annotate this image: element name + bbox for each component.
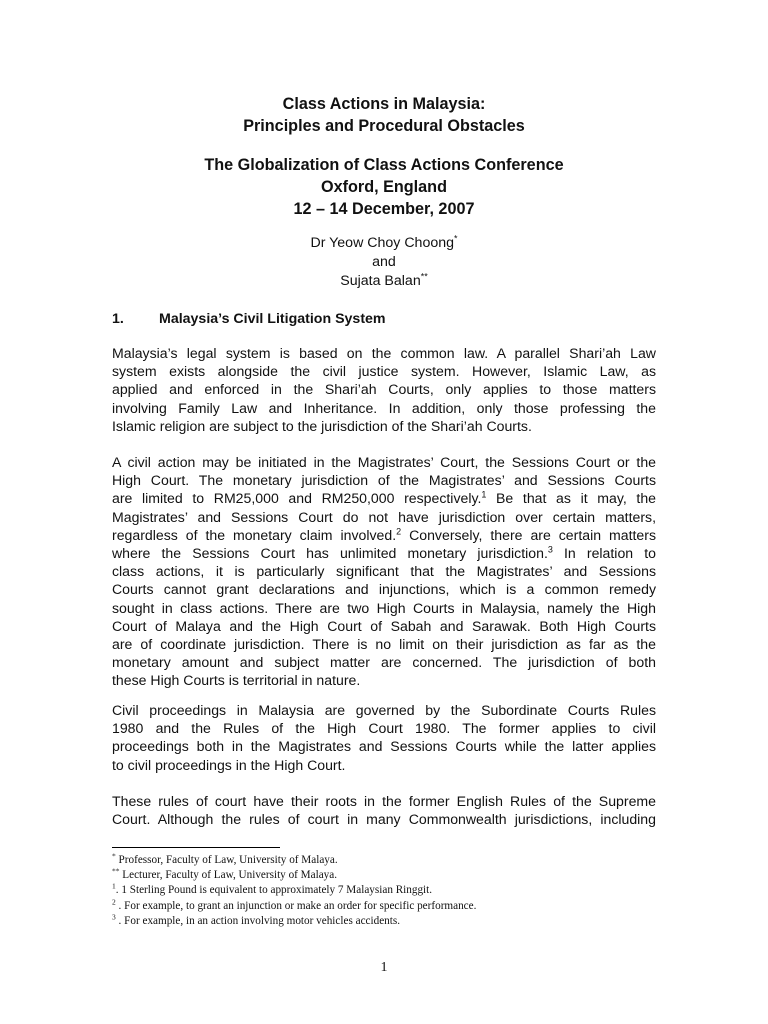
line-text: are limited to RM25,000 and RM250,000 respectively. [112,490,482,507]
paragraph-line: A civil action may be initiated in the Magistrates’ Court, the Sessions Court or the [112,454,656,470]
paragraph-line: Court. Although the rules of court in many Commonwealth jurisdictions, including [112,811,656,828]
footnote-text: . For example, to grant an injunction or make an order for specific performance. [115,899,477,912]
paragraph-line: class actions, it is particularly significant that the Magistrates’ and Sessions [112,563,656,580]
line-text: where the Sessions Court has unlimited monetary jurisdiction. [112,545,548,562]
footnote-item [112,896,656,914]
author-2-name: Sujata Balan [340,273,421,289]
paragraph-3 [112,701,656,774]
section-number: 1. [112,311,124,327]
paragraph-1 [112,344,656,435]
author-block [112,234,656,291]
footnote-text: Lecturer, Faculty of Law, University of Malaya. [119,869,338,882]
paragraph-line: are of coordinate jurisdiction. There is no limit on their jurisdiction as far as the [112,636,656,653]
paragraph-line: Courts cannot grant declarations and injunctions, which is a common remedy [112,581,656,598]
footnote-item [112,883,656,898]
footnote-item [112,853,656,868]
page-number: 1 [380,960,388,975]
footnote-mark: 1 [112,881,116,891]
line-text: Be that as it may, the [486,490,656,507]
paragraph-line: to civil proceedings in the High Court. [112,756,346,773]
paragraph-line: sought in class actions. There are two High Courts in Malaysia, namely the High [112,599,656,616]
footnotes [112,853,656,929]
footnote-text: . 1 Sterling Pound is equivalent to approximately 7 Malaysian Ringgit. [115,884,433,897]
author-1-name: Dr Yeow Choy Choong [310,235,455,251]
footnote-ref-1[interactable]: 1 [481,489,487,500]
title-line-2: Principles and Procedural Obstacles [243,117,525,135]
paragraph-line: proceedings both in the Magistrates and Sessions Courts while the latter applies [112,738,656,755]
author-1 [112,234,656,253]
conference-dates: 12 – 14 December, 2007 [293,200,475,218]
paragraph-line: High Court. The monetary jurisdiction of the Magistrates’ and Sessions Courts [112,472,656,489]
paragraph-line: Malaysia’s legal system is based on the common law. A parallel Shari’ah Law [112,345,656,361]
title-line-1: Class Actions in Malaysia: [282,95,486,113]
paragraph-line: Court of Malaya and the High Court of Sabah and Sarawak. Both High Courts [112,617,656,634]
paragraph-line: Magistrates’ and Sessions Court do not have jurisdiction over certain matters, [112,508,656,525]
footnote-item [112,914,656,929]
line-text: regardless of the monetary claim involved. [112,526,397,543]
paper-title [112,93,656,137]
footnote-separator [112,847,280,848]
footnote-ref-2[interactable]: 2 [396,526,402,537]
footnote-mark: * [112,851,116,861]
footnote-text: Professor, Faculty of Law, University of Malaya. [115,854,338,866]
author-1-footnote-mark: * [454,233,458,244]
paragraph-line: involving Family Law and Inheritance. In addition, only those professing the [112,399,656,416]
author-conjunction: and [372,254,396,270]
author-2-footnote-mark: ** [420,271,428,282]
paragraph-line: applied and enforced in the Shari’ah Courts, only applies to those matters [112,381,656,398]
paragraph-line: 1980 and the Rules of the High Court 1980. The former applies to civil [112,720,656,737]
section-heading [112,310,386,329]
footnote-item [112,868,656,883]
paragraph-line: system exists alongside the civil justice system. However, Islamic Law, as [112,363,656,380]
paragraph-line [112,489,656,507]
line-text: In relation to [552,545,656,562]
footnote-mark: ** [112,866,120,876]
footnote-mark: 2 [112,896,116,906]
paragraph-line: These rules of court have their roots in the former English Rules of the Supreme [112,793,656,809]
paragraph-4 [112,792,656,828]
paragraph-line: Civil proceedings in Malaysia are governed by the Subordinate Courts Rules [112,702,656,718]
conference-name: The Globalization of Class Actions Conference [204,156,564,174]
footnote-text: . For example, in an action involving motor vehicles accidents. [115,914,401,927]
footnote-mark: 3 [112,912,116,922]
conference-info [112,154,656,220]
section-title: Malaysia’s Civil Litigation System [159,311,386,327]
paragraph-line: Islamic religion are subject to the jurisdiction of the Shari’ah Courts. [112,417,532,434]
paragraph-line: monetary amount and subject matter are concerned. The jurisdiction of both [112,654,656,671]
conference-location: Oxford, England [321,178,447,196]
footnote-ref-3[interactable]: 3 [547,544,553,555]
author-2 [112,272,656,291]
paragraph-line [112,526,656,544]
line-text: Conversely, there are certain matters [401,526,656,543]
paragraph-line: these High Courts is territorial in nature. [112,672,361,689]
paragraph-line [112,544,656,562]
paragraph-2 [112,453,656,690]
